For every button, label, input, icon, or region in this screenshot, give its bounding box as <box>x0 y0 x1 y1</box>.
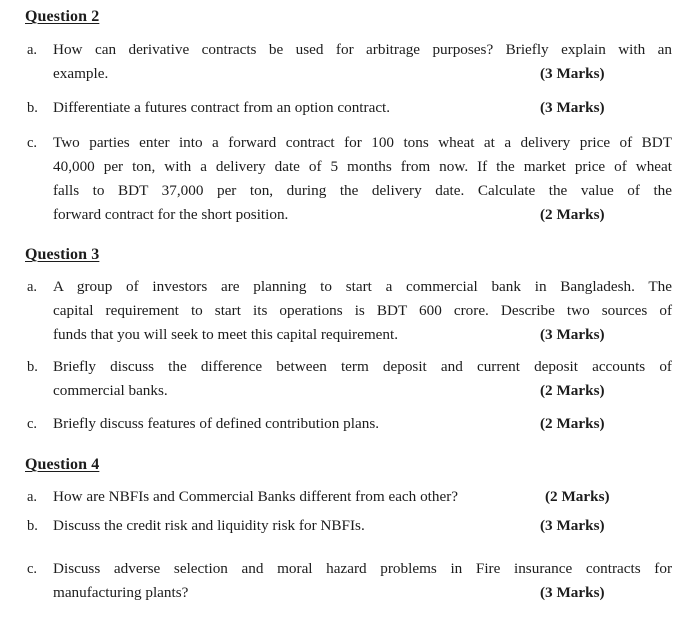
q3-part-a-line-3: funds that you will seek to meet this capital requirement. <box>53 326 399 343</box>
q4-part-c-line-1: Discuss adverse selection and moral hazard problems in Fire insurance contracts for <box>53 560 672 577</box>
q2-part-b-marks: (3 Marks) <box>540 99 605 116</box>
q4-part-c-marks: (3 Marks) <box>540 584 605 601</box>
q3-part-b-line-1: Briefly discuss the difference between term deposit and current deposit accounts of <box>53 358 672 375</box>
q4-part-b-marks: (3 Marks) <box>540 517 605 534</box>
q2-part-c-line-3: falls to BDT 37,000 per ton, during the delivery date. Calculate the value of the <box>53 182 672 199</box>
q3-part-c-line-1: Briefly discuss features of defined contribution plans. <box>53 415 380 432</box>
q2-part-c-line-1: Two parties enter into a forward contract for 100 tons wheat at a delivery price of BDT <box>53 134 672 151</box>
q4-part-c-letter: c. <box>27 561 38 577</box>
q4-part-c-line-2: manufacturing plants? <box>53 584 189 601</box>
q3-part-a-line-1: A group of investors are planning to start a commercial bank in Bangladesh. The <box>53 278 672 295</box>
q2-part-a-letter: a. <box>27 42 38 58</box>
q3-part-b-marks: (2 Marks) <box>540 382 605 399</box>
q4-part-b-line-1: Discuss the credit risk and liquidity risk for NBFIs. <box>53 517 365 534</box>
q2-part-a-marks: (3 Marks) <box>540 65 605 82</box>
question-2-heading: Question 2 <box>25 8 100 25</box>
q4-part-a-marks: (2 Marks) <box>545 488 610 505</box>
question-3-heading: Question 3 <box>25 246 100 263</box>
question-4-heading: Question 4 <box>25 456 100 473</box>
q3-part-a-letter: a. <box>27 279 38 295</box>
q3-part-c-letter: c. <box>27 416 38 432</box>
q2-part-c-marks: (2 Marks) <box>540 206 605 223</box>
q2-part-a-line-1: How can derivative contracts be used for arbitrage purposes? Briefly explain with an <box>53 41 672 58</box>
q3-part-c-marks: (2 Marks) <box>540 415 605 432</box>
q3-part-a-marks: (3 Marks) <box>540 326 605 343</box>
q2-part-b-line-1: Differentiate a futures contract from an option contract. <box>53 99 391 116</box>
q2-part-b-letter: b. <box>27 100 38 116</box>
q4-part-a-line-1: How are NBFIs and Commercial Banks different from each other? <box>53 488 459 505</box>
q2-part-a-line-2: example. <box>53 65 109 82</box>
q3-part-a-line-2: capital requirement to start its operations is BDT 600 crore. Describe two sources of <box>53 302 672 319</box>
q3-part-b-letter: b. <box>27 359 38 375</box>
q2-part-c-line-4: forward contract for the short position. <box>53 206 289 223</box>
q2-part-c-letter: c. <box>27 135 38 151</box>
q4-part-a-letter: a. <box>27 489 38 505</box>
q4-part-b-letter: b. <box>27 518 38 534</box>
q2-part-c-line-2: 40,000 per ton, with a delivery date of 5 months from now. If the market price of wheat <box>53 158 672 175</box>
q3-part-b-line-2: commercial banks. <box>53 382 168 399</box>
